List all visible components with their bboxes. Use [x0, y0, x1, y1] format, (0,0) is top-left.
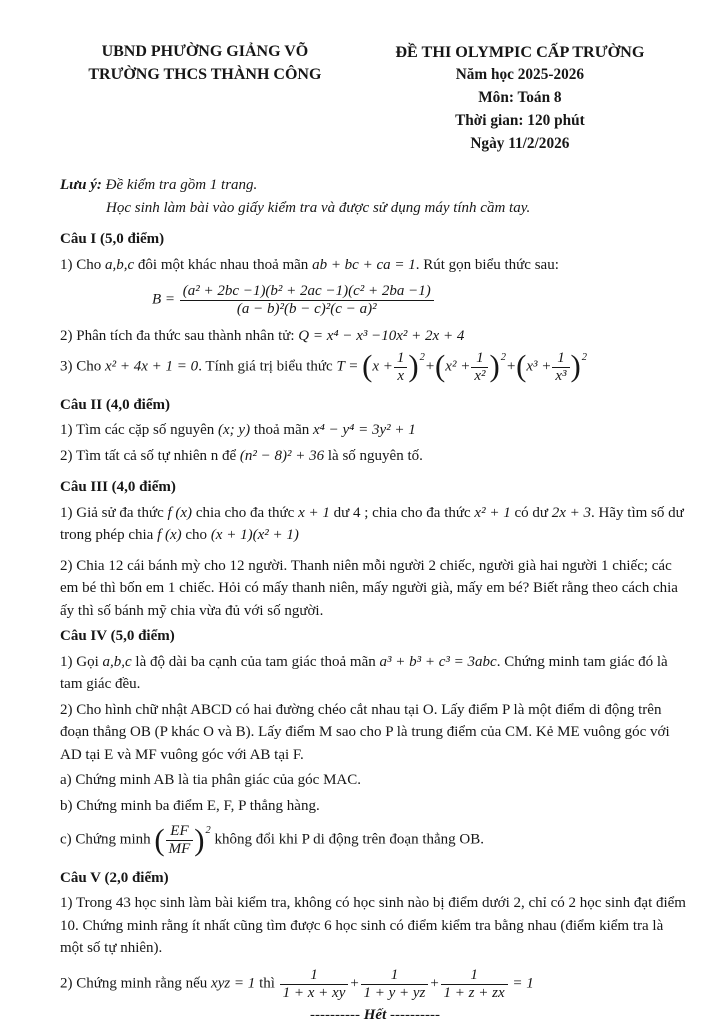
math-expression: x² + 1 [474, 504, 511, 521]
math-expression: a,b,c [105, 256, 135, 273]
math-expression: Q = x⁴ − x³ −10x² + 2x + 4 [298, 327, 465, 344]
exam-duration: Thời gian: 120 phút [455, 112, 585, 130]
end-dashes-right: ---------- [390, 1007, 440, 1024]
section-5-heading: Câu V (2,0 điểm) [60, 869, 169, 886]
math-expression: f (x) [167, 504, 193, 521]
fraction-numerator: 1 [471, 350, 488, 368]
exam-subject: Môn: Toán 8 [478, 89, 562, 107]
fraction-numerator: 1 [441, 967, 508, 985]
section-2-heading: Câu II (4,0 điểm) [60, 396, 171, 413]
fraction-denominator: x [397, 367, 404, 384]
section-4-part-c [60, 823, 690, 858]
math-expression: 2x + 3 [551, 504, 592, 521]
section-2-question-2 [60, 445, 690, 468]
fraction-denominator: (a − b)²(b − c)²(c − a)² [236, 300, 377, 317]
term-fraction [393, 350, 409, 385]
section-4-part-b: b) Chứng minh ba điểm E, F, P thẳng hàng. [60, 797, 320, 814]
formula-b-fraction [179, 283, 435, 318]
fraction-numerator: 1 [552, 350, 569, 368]
q-text: . Chứng minh tam giác đó là tam giác đều. [60, 653, 668, 693]
section-5-question-2 [60, 967, 690, 1002]
q-text: là số nguyên tố. [327, 447, 423, 464]
exponent: 2 [581, 351, 588, 363]
section-4-question-1 [60, 651, 690, 696]
q-text: 2) Chứng minh rằng nếu [60, 975, 208, 992]
math-expression: (n² − 8)² + 36 [239, 447, 325, 464]
exam-info-block [350, 40, 690, 156]
math-expression: a³ + b³ + c³ = 3abc [379, 653, 497, 670]
plus-sign: + [424, 358, 436, 375]
school-name: TRƯỜNG THCS THÀNH CÔNG [88, 66, 322, 84]
fraction-denominator: MF [168, 841, 191, 858]
section-4-question-2: 2) Cho hình chữ nhật ABCD có hai đường chéo cắt nhau tại O. Lấy điểm P là một điểm di động trên đoạn thẳng OB (P khác O và B). Lấy điểm M sao cho P là trung điểm của CM. Kẻ ME vuông góc với AD tại E và MF vuông góc với AB tại F. [60, 701, 670, 763]
fraction-denominator: 1 + x + xy [282, 984, 346, 1001]
fraction-denominator: x³ [555, 367, 567, 384]
q-text: chia cho đa thức [195, 504, 295, 521]
section-3-question-2: 2) Chia 12 cái bánh mỳ cho 12 người. Thanh niên mỗi người 2 chiếc, người già hai người 1 chiếc; các em bé thì bốn em 1 chiếc. Hỏi có mấy thanh niên, mấy người già, mấy em bé? Biết rằng theo cách chia ấy thì số bánh mỹ chia vừa đủ với số người. [60, 557, 678, 619]
close-paren: ) [570, 349, 581, 384]
section-4-heading: Câu IV (5,0 điểm) [60, 628, 175, 645]
close-paren: ) [408, 349, 419, 384]
document-header [60, 40, 690, 156]
fraction-denominator: 1 + z + zx [443, 984, 505, 1001]
school-year: Năm học 2025-2026 [455, 66, 585, 84]
section-3-question-1 [60, 502, 690, 547]
end-text: Hết [363, 1007, 387, 1024]
plus-sign: + [349, 975, 360, 992]
section-1-question-2 [60, 325, 690, 348]
note-line-1 [60, 174, 690, 197]
term-prefix: x² + [445, 358, 471, 375]
q-text: 1) Giả sử đa thức [60, 504, 164, 521]
close-paren: ) [194, 822, 205, 857]
exponent: 2 [419, 351, 425, 363]
q-text: 2) Tìm tất cả số tự nhiên n để [60, 447, 237, 464]
note-label: Lưu ý: [60, 177, 102, 194]
open-paren: ( [435, 349, 446, 384]
note-text-2: Học sinh làm bài vào giấy kiểm tra và được sử dụng máy tính cầm tay. [106, 199, 531, 216]
q-text: 2) Phân tích đa thức sau thành nhân tử: [60, 327, 295, 344]
note-text-1: Đề kiểm tra gồm 1 trang. [105, 177, 258, 194]
exam-date: Ngày 11/2/2026 [470, 135, 570, 153]
section-1-heading: Câu I (5,0 điểm) [60, 231, 165, 248]
open-paren: ( [362, 349, 373, 384]
open-paren: ( [154, 822, 165, 857]
plus-sign: + [505, 358, 517, 375]
fraction-numerator: 1 [361, 967, 429, 985]
exponent: 2 [205, 824, 211, 836]
q-text: là độ dài ba cạnh của tam giác thoả mãn [135, 653, 376, 670]
fraction-numerator: 1 [394, 350, 408, 368]
q-text: thoả mãn [253, 422, 310, 439]
math-expression: ab + bc + ca = 1 [312, 256, 416, 273]
math-expression: (x; y) [218, 422, 251, 439]
section-1-question-3 [60, 350, 690, 385]
term-fraction [551, 350, 570, 385]
q-text: . Hãy tìm số dư trong phép chia [60, 504, 684, 544]
section-5-question-1: 1) Trong 43 học sinh làm bài kiểm tra, không có học sinh nào bị điểm dưới 2, chỉ có 2 học sinh đạt điểm 10. Chứng minh rằng ít nhất cũng tìm được 6 học sinh có điểm kiểm tra bằng nhau (điểm kiểm tra là một số tự nhiên). [60, 895, 686, 957]
q-text: 3) Cho [60, 358, 102, 375]
fraction-denominator: 1 + y + yz [363, 984, 426, 1001]
q-text: đôi một khác nhau thoả mãn [137, 256, 309, 273]
q-text: không đổi khi P di động trên đoạn thẳng OB. [214, 831, 484, 848]
ef-mf-fraction [165, 823, 195, 858]
formula-t-lhs: T = [336, 358, 359, 375]
exam-title: ĐỀ THI OLYMPIC CẤP TRƯỜNG [395, 43, 645, 61]
q-text: 1) Gọi [60, 653, 99, 670]
term-fraction [470, 350, 489, 385]
q-text: . Tính giá trị biểu thức [198, 358, 333, 375]
fraction-numerator: (a² + 2bc −1)(b² + 2ac −1)(c² + 2ba −1) [180, 283, 434, 301]
exponent: 2 [500, 351, 506, 363]
fraction-numerator: EF [166, 823, 194, 841]
term-prefix: x + [372, 358, 393, 375]
authority-name: UBND PHƯỜNG GIẢNG VÕ [101, 43, 309, 60]
exam-note [60, 174, 690, 219]
end-dashes-left: ---------- [310, 1007, 360, 1024]
plus-sign: + [429, 975, 440, 992]
math-expression: f (x) [157, 527, 182, 544]
math-expression: x² + 4x + 1 = 0 [105, 358, 199, 375]
q-text: cho [185, 527, 208, 544]
equals-rhs: = 1 [512, 975, 534, 992]
section-3-heading: Câu III (4,0 điểm) [60, 479, 176, 496]
q-text: 1) Cho [60, 256, 102, 273]
q-text: thì [259, 975, 275, 992]
section-1-question-1 [60, 254, 690, 277]
formula-b [152, 283, 690, 318]
math-expression: a,b,c [102, 653, 132, 670]
close-paren: ) [489, 349, 500, 384]
term-fraction [360, 967, 430, 1002]
q-text: dư 4 ; chia cho đa thức [333, 504, 471, 521]
q-text: có dư [514, 504, 548, 521]
fraction-denominator: x² [474, 367, 486, 384]
math-expression: xyz = 1 [211, 975, 256, 992]
q-text: 1) Tìm các cặp số nguyên [60, 422, 215, 439]
q-text: c) Chứng minh [60, 831, 151, 848]
formula-b-lhs: B = [152, 291, 176, 308]
math-expression: x⁴ − y⁴ = 3y² + 1 [312, 422, 416, 439]
fraction-numerator: 1 [280, 967, 349, 985]
math-expression: (x + 1)(x² + 1) [210, 527, 299, 544]
term-fraction [279, 967, 350, 1002]
issuing-authority-block [60, 40, 350, 86]
open-paren: ( [516, 349, 527, 384]
section-2-question-1 [60, 419, 690, 442]
term-prefix: x³ + [526, 358, 552, 375]
math-expression: x + 1 [298, 504, 330, 521]
term-fraction [440, 967, 509, 1002]
section-4-part-a: a) Chứng minh AB là tia phân giác của góc MAC. [60, 772, 361, 789]
q-text: . Rút gọn biểu thức sau: [415, 256, 559, 273]
